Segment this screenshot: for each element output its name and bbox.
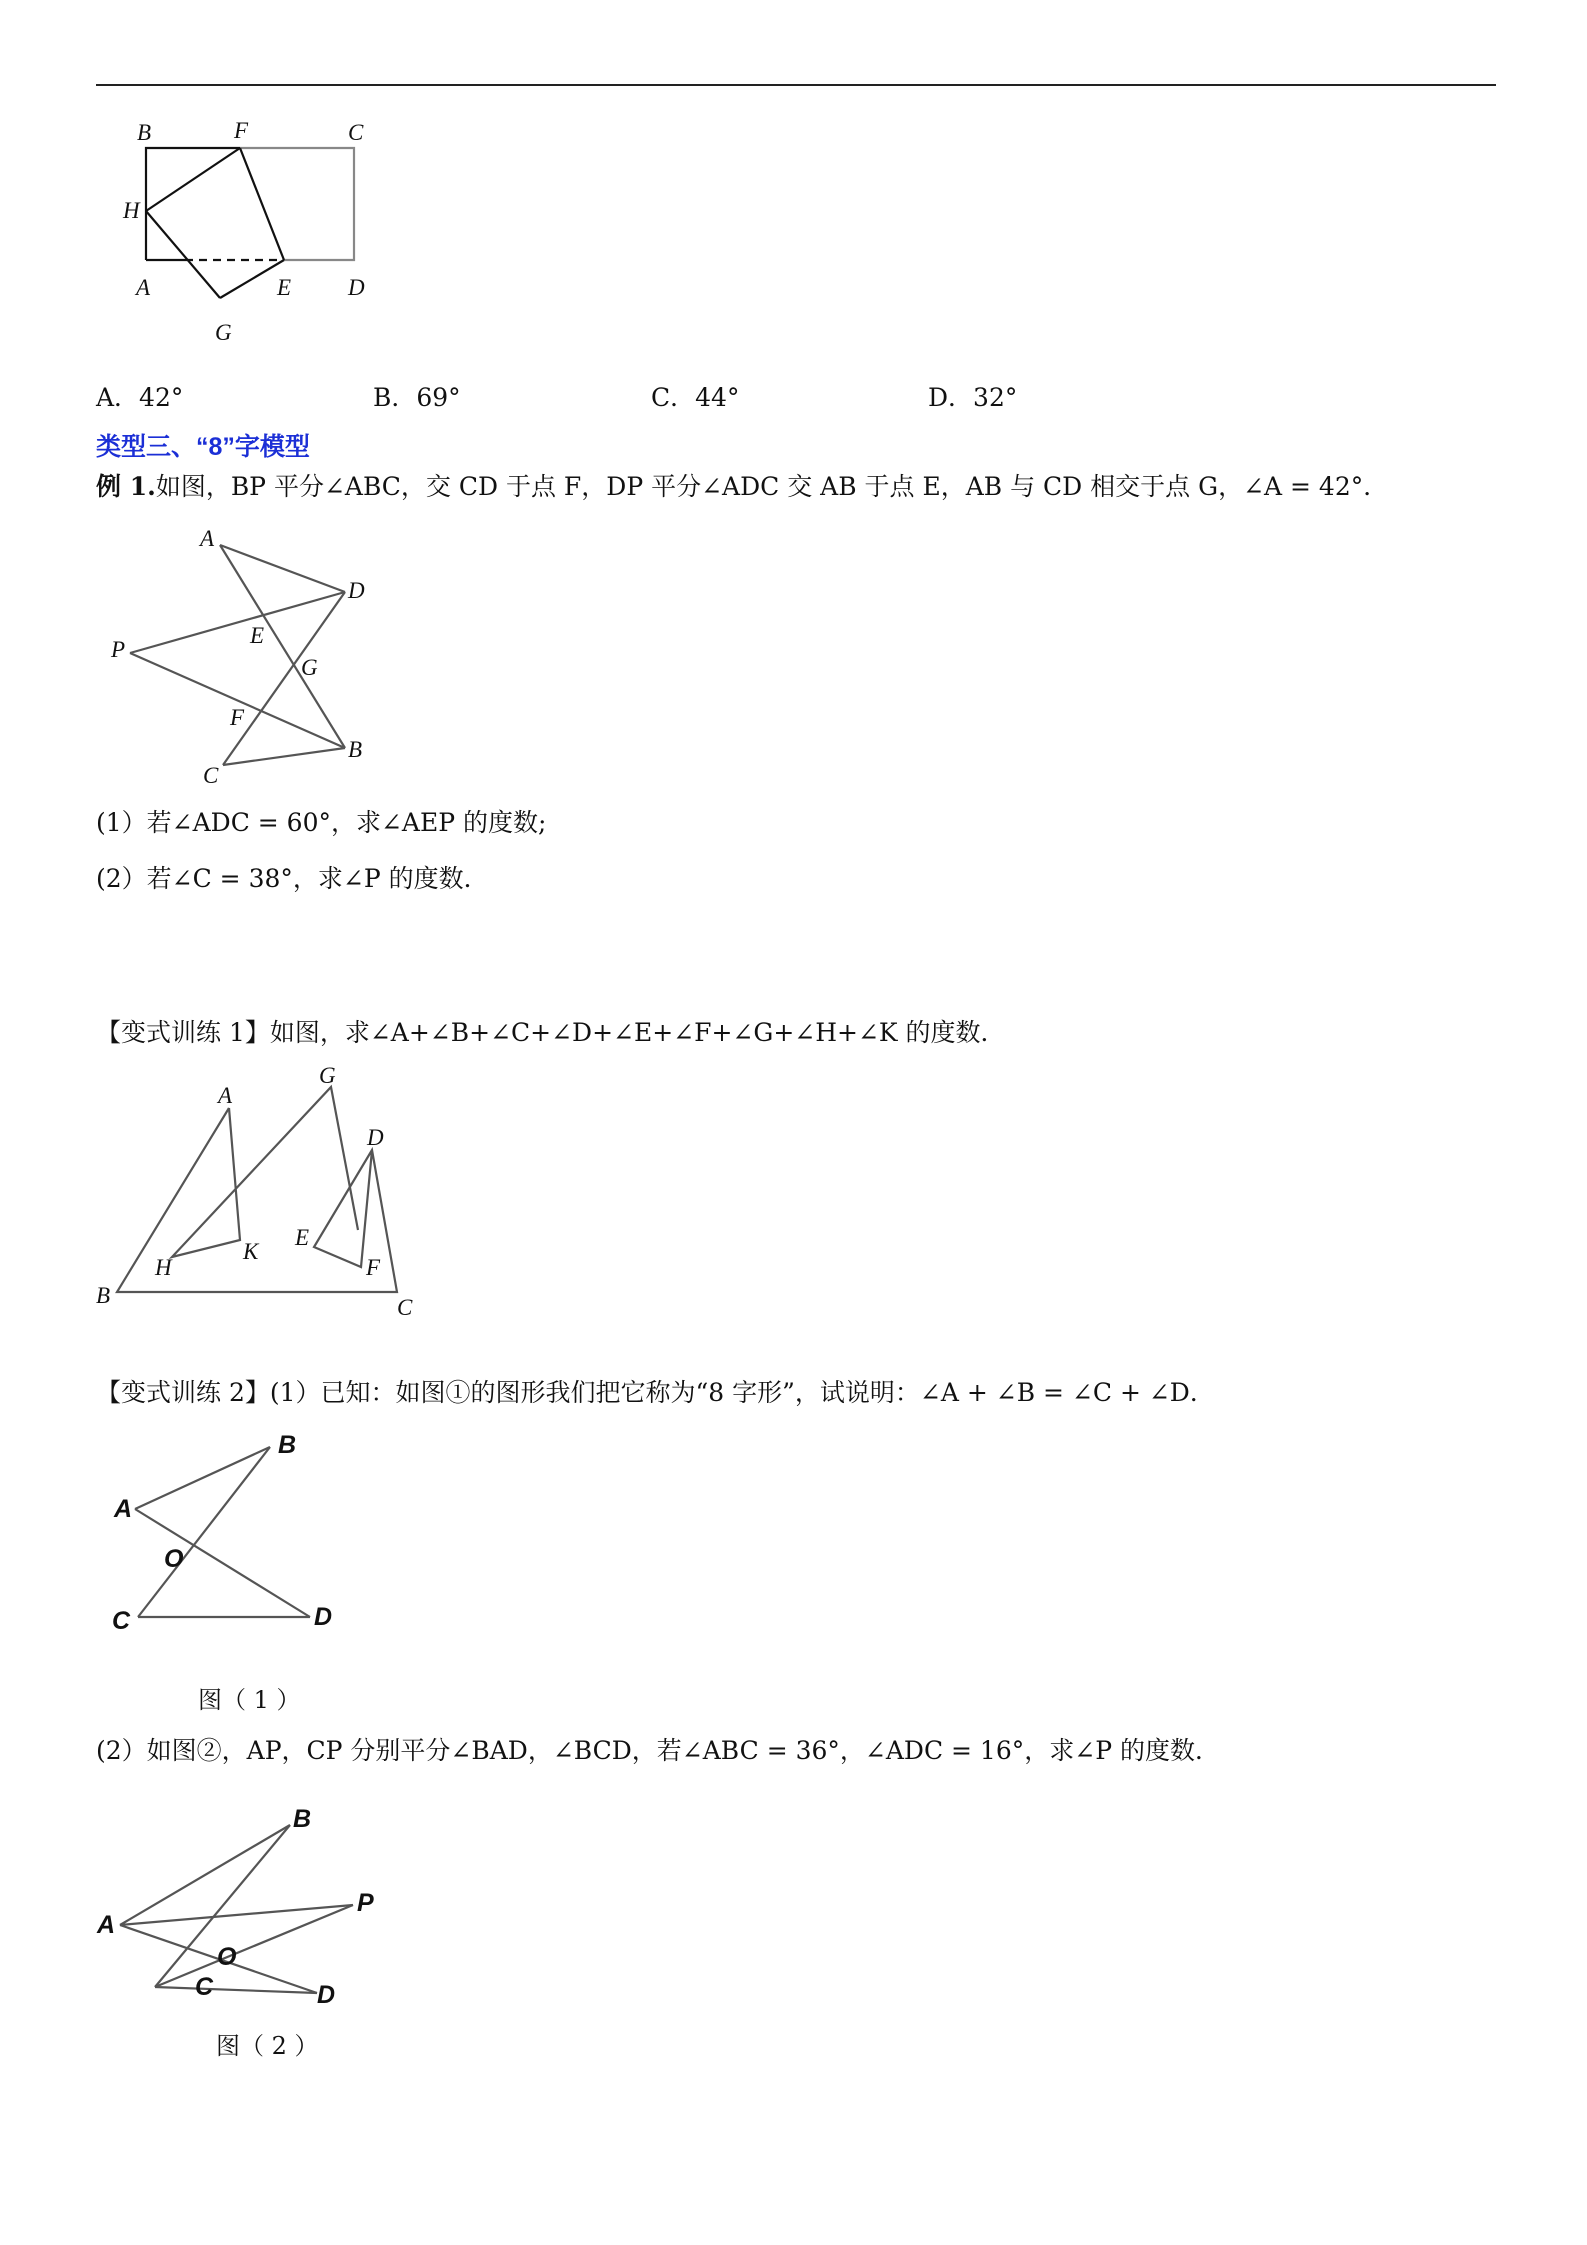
label-D: D — [314, 1603, 333, 1631]
label-G: G — [319, 1063, 336, 1088]
segment-GE — [220, 260, 284, 298]
label-B: B — [348, 737, 363, 762]
example1-question2: (2）若∠C = 38°，求∠P 的度数． — [96, 864, 489, 893]
rect-right-bottom-edge — [240, 148, 354, 260]
figure-rectangle-fold — [110, 110, 410, 355]
example1-question1: (1）若∠ADC = 60°，求∠AEP 的度数; — [96, 808, 547, 837]
label-D: D — [317, 1981, 336, 2009]
header-rule — [96, 84, 1496, 86]
label-B: B — [293, 1805, 312, 1833]
segment-CB — [223, 748, 345, 765]
figure-caption-2: 图（ 2 ） — [216, 2032, 319, 2060]
label-F: F — [366, 1255, 381, 1280]
label-G: G — [215, 320, 232, 345]
segment-BC — [138, 1447, 270, 1617]
figure-example1 — [105, 525, 395, 790]
label-C: C — [203, 763, 219, 788]
label-C: C — [348, 120, 364, 145]
example1-text: 如图，BP 平分∠ABC，交 CD 于点 F，DP 平分∠ADC 交 AB 于点 E，AB 与 CD 相交于点 G，∠A = 42°． — [155, 472, 1389, 501]
label-H: H — [155, 1255, 172, 1280]
figure-8-shape-2 — [95, 1795, 405, 2015]
option-d: D．32° — [928, 383, 1018, 412]
label-C: C — [195, 1973, 214, 2001]
variant2-statement-1: 【变式训练 2】(1）已知：如图①的图形我们把它称为“8 字形”，试说明：∠A + ∠B = ∠C + ∠D． — [96, 1378, 1215, 1407]
label-D: D — [348, 275, 365, 300]
label-C: C — [112, 1607, 131, 1635]
figure-caption-1: 图（ 1 ） — [198, 1686, 301, 1714]
label-A: A — [97, 1911, 116, 1939]
label-B: B — [278, 1431, 297, 1459]
label-A: A — [114, 1495, 133, 1523]
label-E: E — [277, 275, 292, 300]
label-H: H — [123, 198, 140, 223]
variant2-statement-2: (2）如图②，AP，CP 分别平分∠BAD，∠BCD，若∠ABC = 36°，∠ADC = 16°，求∠P 的度数． — [96, 1736, 1220, 1765]
label-C: C — [397, 1295, 413, 1320]
label-D: D — [367, 1125, 384, 1150]
label-O: O — [217, 1943, 237, 1971]
polyline-A-K-H-G-F — [172, 1087, 358, 1257]
label-K: K — [243, 1239, 259, 1264]
label-G: G — [301, 655, 318, 680]
label-F: F — [230, 705, 245, 730]
segment-CD — [155, 1987, 317, 1993]
label-B: B — [137, 120, 152, 145]
segment-FE — [240, 148, 284, 260]
segment-HG — [146, 211, 220, 298]
segment-AD — [135, 1509, 310, 1617]
label-A: A — [200, 526, 215, 551]
figure-8-shape-1 — [100, 1425, 360, 1635]
label-F: F — [234, 118, 249, 143]
segment-HF — [146, 148, 240, 211]
label-A: A — [136, 275, 151, 300]
option-c: C．44° — [651, 383, 740, 412]
rect-left-top-edge — [146, 148, 240, 260]
label-B: B — [96, 1283, 111, 1308]
segment-AD — [220, 545, 345, 592]
label-E: E — [295, 1225, 310, 1250]
figure-variant1 — [90, 1065, 430, 1325]
label-O: O — [164, 1545, 184, 1573]
label-D: D — [348, 578, 365, 603]
variant1-statement: 【变式训练 1】如图，求∠A+∠B+∠C+∠D+∠E+∠F+∠G+∠H+∠K 的度数． — [96, 1018, 1006, 1047]
label-A: A — [218, 1083, 233, 1108]
label-E: E — [250, 623, 265, 648]
segment-AP — [120, 1905, 353, 1925]
label-P: P — [357, 1889, 374, 1917]
segment-CP — [155, 1905, 353, 1987]
option-b: B．69° — [373, 383, 461, 412]
example1-label: 例 1. — [96, 472, 156, 501]
option-a: A．42° — [96, 383, 184, 412]
segment-PD — [130, 592, 345, 653]
section-heading: 类型三、“8”字模型 — [96, 433, 310, 461]
segment-AB — [135, 1447, 270, 1509]
segment-AB — [120, 1825, 290, 1925]
label-P: P — [111, 637, 126, 662]
example1-statement — [96, 472, 1388, 502]
